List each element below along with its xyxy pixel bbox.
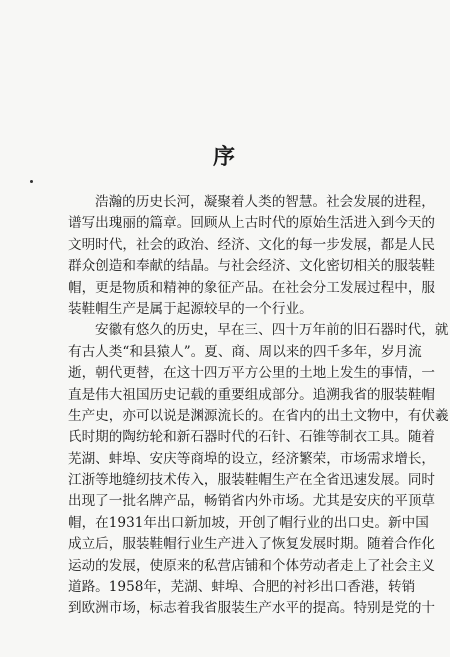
text-line: 直是伟大祖国历史记载的重要组成部分。追溯我省的服装鞋帽 [68,386,436,403]
text-line: 有古人类“和县猿人”。夏、商、周以来的四千多年，岁月流 [68,343,422,360]
text-line: 装鞋帽生产是属于起源较早的一个行业。 [68,300,313,317]
text-line: 群众创造和奉献的结晶。与社会经济、文化密切相关的服装鞋 [68,258,436,275]
text-line: 帽，在1931年出口新加坡，开创了帽行业的出口史。新中国 [68,514,429,531]
text-line: 浩瀚的历史长河，凝聚着人类的智慧。社会发展的进程， [95,194,435,210]
text-line: 谱写出瑰丽的篇章。回顾从上古时代的原始生活进入到今天的 [68,215,436,232]
text-line: 帽，更是物质和精神的象征产品。在社会分工发展过程中，服 [68,279,436,296]
text-line: 运动的发展，使原来的私营店铺和个体劳动者走上了社会主义 [68,557,436,574]
text-line: 到欧洲市场，标志着我省服装生产水平的提高。特别是党的十 [68,600,436,617]
text-line: 安徽有悠久的历史，早在三、四十万年前的旧石器时代，就 [95,322,449,339]
text-line: 生产史，亦可以说是渊源流长的。在省内的出土文物中，有伏羲 [68,407,449,424]
margin-mark [30,180,33,183]
text-line: 江浙等地缝纫技术传入，服装鞋帽生产在全省迅速发展。同时 [68,472,436,489]
text-line: 道路。1958年，芜湖、蚌埠、合肥的衬衫出口香港，转销 [68,579,416,596]
text-line: 逝，朝代更替，在这十四万平方公里的土地上发生的事情，一 [68,365,436,382]
text-line: 出现了一批名牌产品，畅销省内外市场。尤其是安庆的平顶草 [68,493,436,510]
text-line: 成立后，服装鞋帽行业生产进入了恢复发展时期。随着合作化 [68,536,436,553]
text-line: 文明时代，社会的政治、经济、文化的每一步发展，都是人民 [68,236,436,253]
body-text [68,192,449,620]
text-line: 氏时期的陶纺轮和新石器时代的石针、石锥等制衣工具。随着 [68,429,436,446]
text-line: 芜湖、蚌埠、安庆等商埠的设立，经济繁荣，市场需求增长， [68,450,436,467]
page-title: 序 [212,144,237,170]
